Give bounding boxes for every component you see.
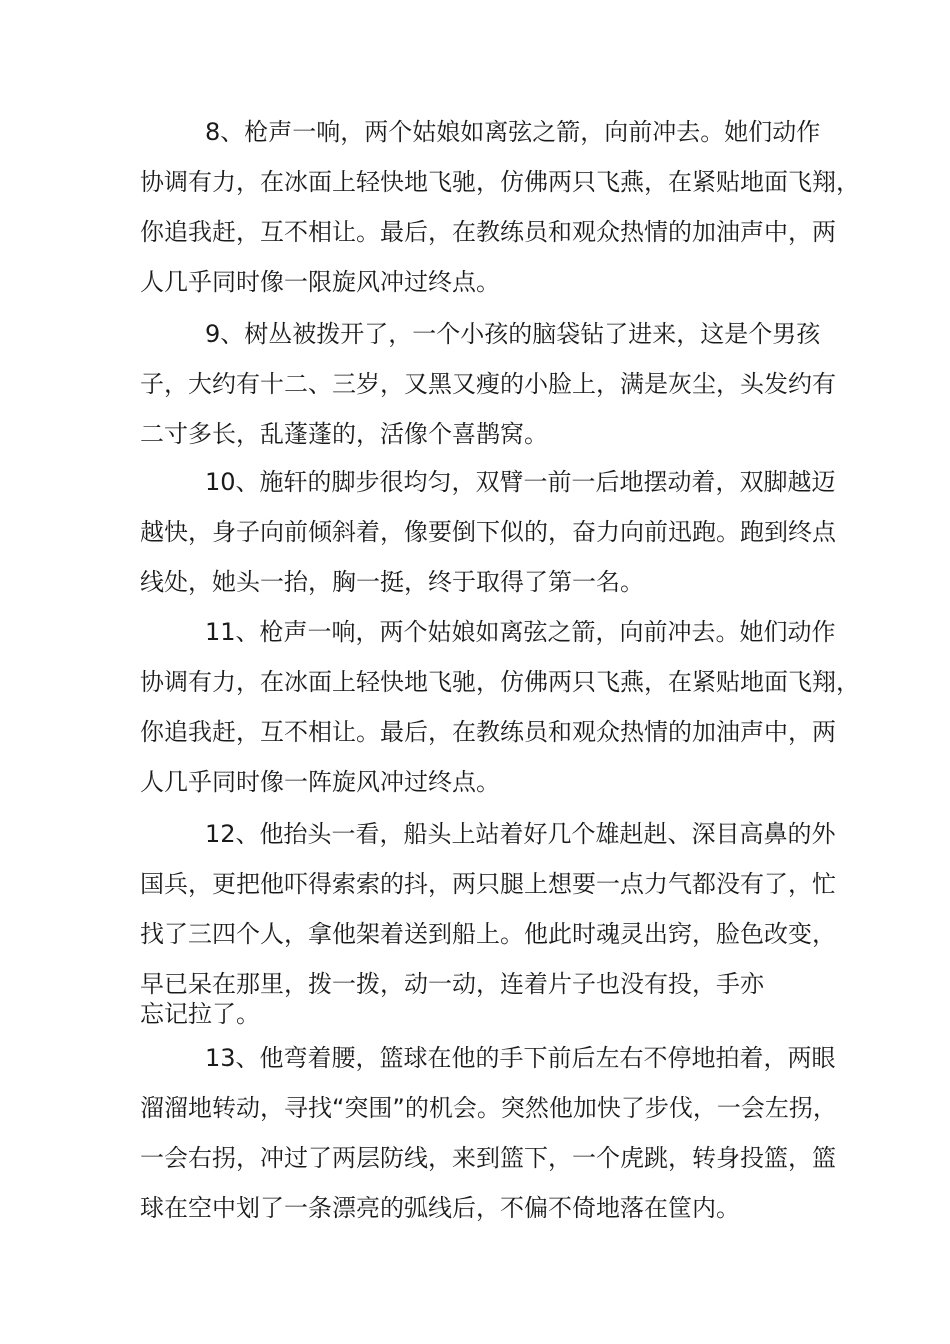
paragraph-9-line-1: 9、树丛被拨开了，一个小孩的脑袋钻了进来，这是个男孩 bbox=[205, 320, 821, 348]
paragraph-12-line-1: 12、他抬头一看，船头上站着好几个雄赳赳、深目高鼻的外 bbox=[205, 820, 836, 848]
paragraph-10-line-1: 10、施轩的脚步很均匀，双臂一前一后地摆动着，双脚越迈 bbox=[205, 468, 836, 496]
paragraph-12-line-4: 早已呆在那里，拨一拨，动一动，连着片子也没有投，手亦 bbox=[140, 970, 764, 998]
paragraph-10-line-3: 线处，她头一抬，胸一挺，终于取得了第一名。 bbox=[140, 568, 644, 596]
paragraph-9-line-3: 二寸多长，乱蓬蓬的，活像个喜鹊窝。 bbox=[140, 420, 548, 448]
paragraph-8-line-3: 你追我赶，互不相让。最后，在教练员和观众热情的加油声中，两 bbox=[140, 218, 836, 246]
paragraph-13-line-3: 一会右拐，冲过了两层防线，来到篮下，一个虎跳，转身投篮，篮 bbox=[140, 1144, 836, 1172]
paragraph-12-line-3: 找了三四个人，拿他架着送到船上。他此时魂灵出窍，脸色改变， bbox=[140, 920, 836, 948]
paragraph-8-line-4: 人几乎同时像一限旋风冲过终点。 bbox=[140, 268, 500, 296]
paragraph-8-line-1: 8、枪声一响，两个姑娘如离弦之箭，向前冲去。她们动作 bbox=[205, 118, 821, 146]
paragraph-9-line-2: 子，大约有十二、三岁，又黑又瘦的小脸上，满是灰尘，头发约有 bbox=[140, 370, 836, 398]
paragraph-13-line-2: 溜溜地转动，寻找“突围”的机会。突然他加快了步伐，一会左拐， bbox=[140, 1094, 837, 1122]
paragraph-11-line-4: 人几乎同时像一阵旋风冲过终点。 bbox=[140, 768, 500, 796]
paragraph-10-line-2: 越快，身子向前倾斜着，像要倒下似的，奋力向前迅跑。跑到终点 bbox=[140, 518, 836, 546]
paragraph-12-line-2: 国兵，更把他吓得索索的抖，两只腿上想要一点力气都没有了，忙 bbox=[140, 870, 836, 898]
paragraph-13-line-1: 13、他弯着腰，篮球在他的手下前后左右不停地拍着，两眼 bbox=[205, 1044, 836, 1072]
paragraph-11-line-1: 11、枪声一响，两个姑娘如离弦之箭，向前冲去。她们动作 bbox=[205, 618, 836, 646]
paragraph-12-line-5: 忘记拉了。 bbox=[140, 1000, 260, 1028]
paragraph-8-line-2: 协调有力，在冰面上轻快地飞驰，仿佛两只飞燕，在紧贴地面飞翔， bbox=[140, 168, 860, 196]
paragraph-13-line-4: 球在空中划了一条漂亮的弧线后，不偏不倚地落在筐内。 bbox=[140, 1194, 740, 1222]
paragraph-11-line-2: 协调有力，在冰面上轻快地飞驰，仿佛两只飞燕，在紧贴地面飞翔， bbox=[140, 668, 860, 696]
paragraph-11-line-3: 你追我赶，互不相让。最后，在教练员和观众热情的加油声中，两 bbox=[140, 718, 836, 746]
